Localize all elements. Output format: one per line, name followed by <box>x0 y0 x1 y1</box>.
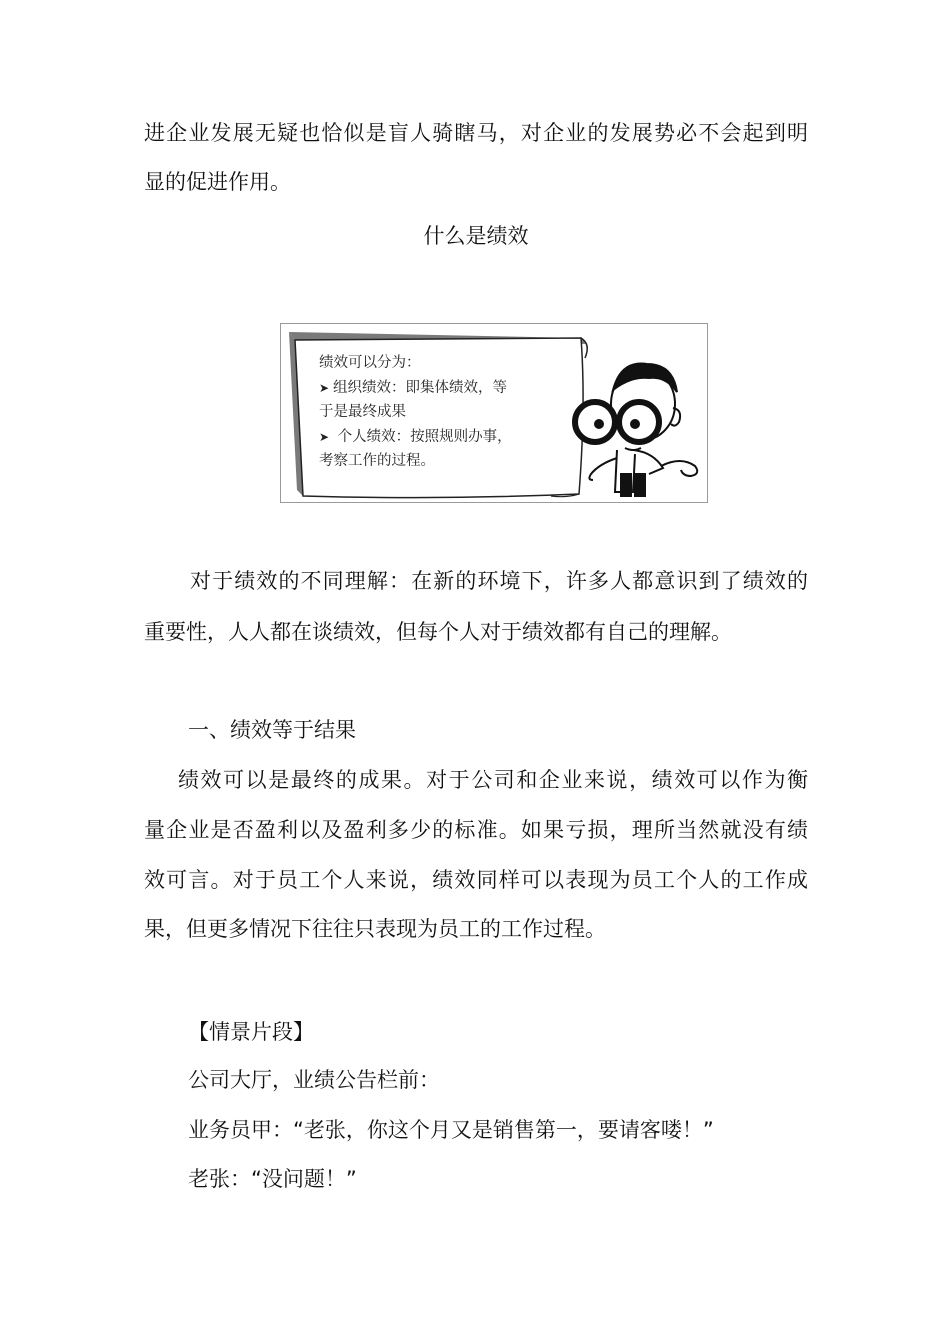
card-item-2: ➤ 个人绩效：按照规则办事， <box>319 425 559 450</box>
card-item-1-cont: 于是最终成果 <box>319 404 406 420</box>
dialogue-line: 业务员甲：“老张，你这个月又是销售第一，要请客喽！” <box>188 1118 714 1142</box>
body-text-line: 进企业发展无疑也恰似是盲人骑瞎马，对企业的发展势必不会起到明 <box>144 121 808 145</box>
body-text-line: 量企业是否盈利以及盈利多少的标准。如果亏损，理所当然就没有绩 <box>144 818 808 842</box>
illustration-figure <box>280 323 708 503</box>
card-item-2-cont: 考察工作的过程。 <box>319 453 435 469</box>
bullet-arrow-icon: ➤ <box>319 429 330 444</box>
body-text-line: 对于绩效的不同理解：在新的环境下，许多人都意识到了绩效的 <box>190 569 808 593</box>
dialogue-line: 老张：“没问题！” <box>188 1167 357 1191</box>
body-text-line: 果，但更多情况下往往只表现为员工的工作过程。 <box>144 917 606 941</box>
body-text-line: 效可言。对于员工个人来说，绩效同样可以表现为员工个人的工作成 <box>144 868 808 892</box>
bullet-arrow-icon: ➤ <box>319 380 330 395</box>
card-heading: 绩效可以分为： <box>319 355 421 371</box>
cartoon-man <box>575 364 697 496</box>
body-text-line: 显的促进作用。 <box>144 170 291 194</box>
section-heading: 一、绩效等于结果 <box>188 718 356 742</box>
body-text-line: 绩效可以是最终的成果。对于公司和企业来说，绩效可以作为衡 <box>178 768 808 792</box>
body-text-line: 重要性，人人都在谈绩效，但每个人对于绩效都有自己的理解。 <box>144 620 732 644</box>
scenario-label: 【情景片段】 <box>188 1020 314 1044</box>
figure-title: 什么是绩效 <box>423 224 529 248</box>
body-text-line: 公司大厅，业绩公告栏前： <box>188 1068 440 1092</box>
card-text <box>319 351 559 474</box>
card-item-1: ➤ 组织绩效：即集体绩效，等 <box>319 376 559 401</box>
